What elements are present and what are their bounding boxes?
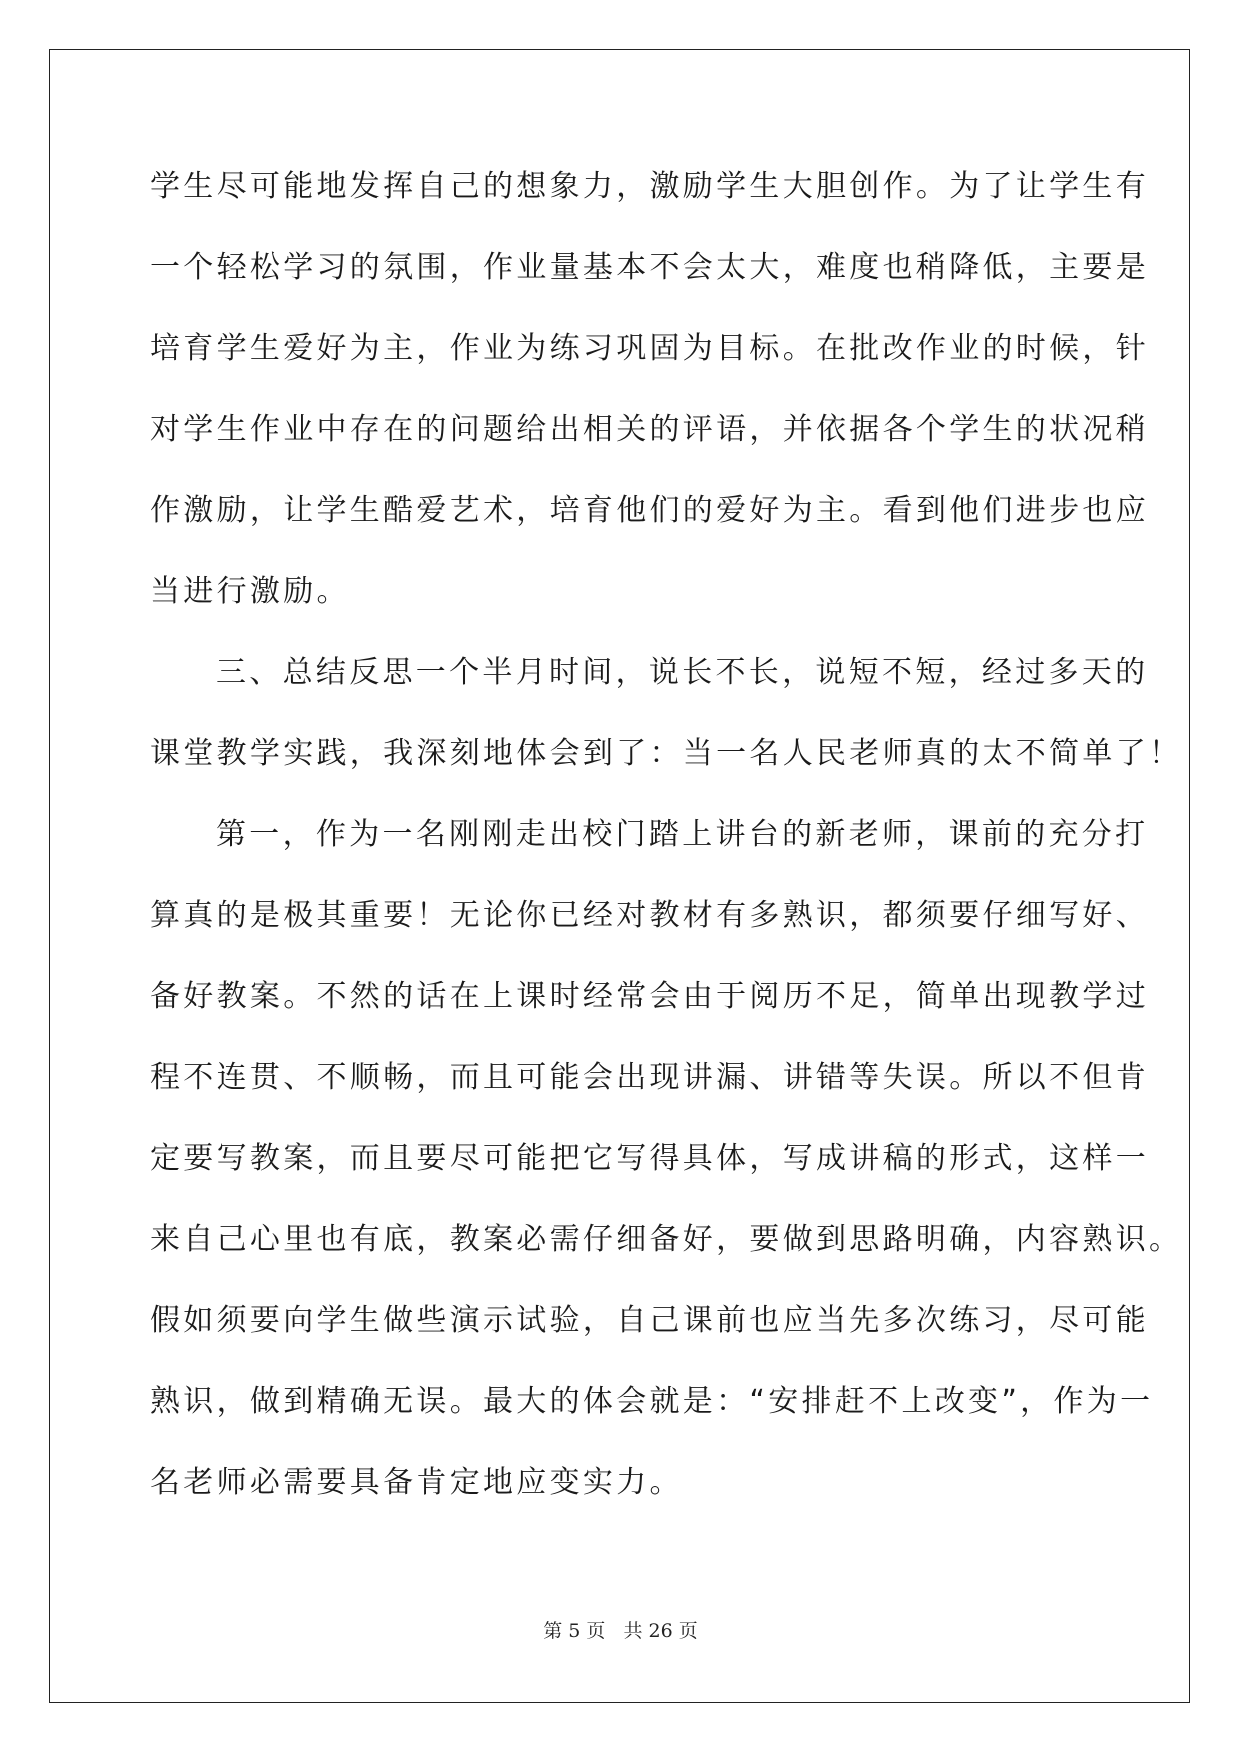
text-line: 学生尽可能地发挥自己的想象力，激励学生大胆创作。为了让学生有 xyxy=(150,169,1149,204)
text-line-paragraph-start: 三、总结反思一个半月时间，说长不长，说短不短，经过多天的 xyxy=(216,655,1149,690)
page-number: 第 5 页 xyxy=(543,1620,606,1642)
page-footer xyxy=(0,1616,1241,1643)
text-line: 名老师必需要具备肯定地应变实力。 xyxy=(150,1465,683,1500)
text-line: 培育学生爱好为主，作业为练习巩固为目标。在批改作业的时候，针 xyxy=(150,331,1149,366)
text-line: 算真的是极其重要！无论你已经对教材有多熟识，都须要仔细写好、 xyxy=(150,898,1149,933)
text-line-paragraph-start: 第一，作为一名刚刚走出校门踏上讲台的新老师，课前的充分打 xyxy=(216,817,1149,852)
text-line: 一个轻松学习的氛围，作业量基本不会太大，难度也稍降低，主要是 xyxy=(150,250,1149,285)
page-total: 共 26 页 xyxy=(623,1620,698,1642)
text-line: 作激励，让学生酷爱艺术，培育他们的爱好为主。看到他们进步也应 xyxy=(150,493,1149,528)
text-line: 备好教案。不然的话在上课时经常会由于阅历不足，简单出现教学过 xyxy=(150,979,1149,1014)
text-line: 假如须要向学生做些演示试验，自己课前也应当先多次练习，尽可能 xyxy=(150,1303,1149,1338)
document-body xyxy=(150,146,1183,1523)
text-line: 课堂教学实践，我深刻地体会到了：当一名人民老师真的太不简单了！ xyxy=(150,736,1183,771)
text-line: 对学生作业中存在的问题给出相关的评语，并依据各个学生的状况稍 xyxy=(150,412,1149,447)
text-line: 来自己心里也有底，教案必需仔细备好，要做到思路明确，内容熟识。 xyxy=(150,1222,1183,1257)
text-line: 当进行激励。 xyxy=(150,574,350,609)
text-line: 熟识，做到精确无误。最大的体会就是：“安排赶不上改变”，作为一 xyxy=(150,1384,1154,1419)
text-line: 程不连贯、不顺畅，而且可能会出现讲漏、讲错等失误。所以不但肯 xyxy=(150,1060,1149,1095)
text-line: 定要写教案，而且要尽可能把它写得具体，写成讲稿的形式，这样一 xyxy=(150,1141,1149,1176)
